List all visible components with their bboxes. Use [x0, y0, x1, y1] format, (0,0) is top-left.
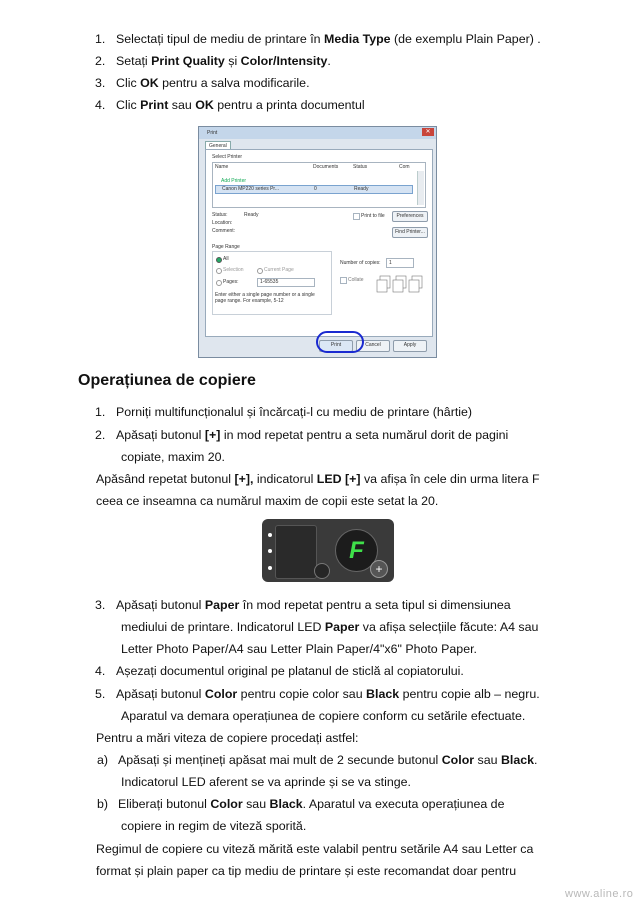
all-radio[interactable]: [216, 257, 222, 263]
step-number: 2.: [95, 428, 106, 442]
paragraph: format și plain paper ca tip mediu de printare și este recomandat doar pentru: [96, 864, 517, 878]
select-printer-label: Select Printer: [212, 154, 243, 160]
step-number: 5.: [95, 687, 106, 701]
paragraph: Pentru a mări viteza de copiere procedați astfel:: [96, 731, 359, 745]
indicator-dot: [268, 533, 272, 537]
led-panel: [262, 519, 394, 582]
step-number: 4.: [95, 98, 106, 112]
watermark: www.aline.ro: [565, 888, 634, 900]
pages-radio[interactable]: [216, 280, 222, 286]
print-dialog: [198, 126, 437, 358]
step-text: Apăsați butonul Color pentru copie color sau Black pentru copie alb – negru.: [116, 687, 540, 701]
paragraph: Apăsând repetat butonul [+], indicatorul LED [+] va afișa în cele din urma litera F: [96, 472, 540, 486]
collate-checkbox[interactable]: [340, 277, 347, 284]
step-text: Apăsați și mențineți apăsat mai mult de 2 secunde butonul Color sau Black.: [118, 753, 538, 767]
page-range-group: All Selection Current Page Pages: 1-65535 Enter either a single page number or a single page range. For example, 5-12: [212, 251, 332, 315]
step-number: 2.: [95, 54, 106, 68]
dialog-panel: Select Printer Name Documents Status Com Add Printer Canon MP220 series Pr... 0 Ready Status: Ready Location: Comment: Print to file Preferences Find Printer... Page Range All Selection Current Page Pages: 1-65535 Enter either a single page number or a single page range. For example, 5-12 Number of copies: 1 Collate: [205, 149, 433, 337]
selection-radio[interactable]: [216, 268, 222, 274]
dialog-titlebar: [199, 127, 436, 139]
step-number: a): [97, 753, 109, 767]
step-text: Setați Print Quality și Color/Intensity.: [116, 54, 331, 68]
step-number: b): [97, 797, 109, 811]
collate-pages-icon: [376, 274, 424, 298]
list-item[interactable]: Add Printer: [221, 178, 247, 184]
step-text: Eliberați butonul Color sau Black. Aparatul va executa operațiunea de: [118, 797, 505, 811]
preferences-button[interactable]: Preferences: [392, 211, 428, 222]
section-heading: Operațiunea de copiere: [78, 372, 256, 389]
step-number: 3.: [95, 76, 106, 90]
close-icon[interactable]: ✕: [422, 128, 434, 136]
step-text: Selectați tipul de mediu de printare în Media Type (de exemplu Plain Paper) .: [116, 32, 541, 46]
print-button[interactable]: Print: [319, 340, 353, 352]
step-text: Indicatorul LED aferent se va aprinde și se va stinge.: [121, 775, 411, 789]
indicator-dot: [268, 566, 272, 570]
step-text: Aparatul va demara operațiunea de copiere conform cu setările efectuate.: [121, 709, 526, 723]
paragraph: Regimul de copiere cu viteză mărită este valabil pentru setările A4 sau Letter ca: [96, 842, 534, 856]
led-display: F: [335, 529, 378, 572]
step-text: Apăsați butonul Paper în mod repetat pentru a seta tipul si dimensiunea: [116, 598, 511, 612]
step-number: 1.: [95, 32, 106, 46]
highlight-ring: [316, 331, 364, 353]
paragraph: ceea ce inseamna ca numărul maxim de copii este setat la 20.: [96, 494, 439, 508]
step-text: Așezați documentul original pe platanul de sticlă al copiatorului.: [116, 664, 464, 678]
scrollbar[interactable]: [417, 171, 424, 205]
print-to-file-checkbox[interactable]: [353, 213, 360, 220]
step-text: Porniți multifuncționalul și încărcați-l cu mediu de printare (hârtie): [116, 405, 473, 419]
tab-general[interactable]: General: [205, 141, 231, 150]
step-text: Letter Photo Paper/A4 sau Letter Plain Paper/4"x6" Photo Paper.: [121, 642, 477, 656]
find-printer-button[interactable]: Find Printer...: [392, 227, 428, 238]
plus-button[interactable]: +: [370, 560, 388, 578]
printer-list[interactable]: Name Documents Status Com Add Printer Canon MP220 series Pr... 0 Ready: [212, 162, 426, 208]
step-text: Clic OK pentru a salva modificarile.: [116, 76, 310, 90]
indicator-dot: [268, 549, 272, 553]
current-page-radio[interactable]: [257, 268, 263, 274]
dialog-title: Print: [207, 130, 218, 136]
step-number: 1.: [95, 405, 106, 419]
step-text: mediului de printare. Indicatorul LED Paper va afișa selecțiile făcute: A4 sau: [121, 620, 539, 634]
step-text: copiere in regim de viteză sporită.: [121, 819, 307, 833]
pages-input[interactable]: 1-65535: [257, 278, 315, 287]
led-window: [275, 525, 317, 579]
step-text: Clic Print sau OK pentru a printa documentul: [116, 98, 365, 112]
cancel-button[interactable]: Cancel: [356, 340, 390, 352]
step-number: 3.: [95, 598, 106, 612]
copies-input[interactable]: 1: [386, 258, 414, 268]
panel-button[interactable]: [314, 563, 330, 579]
step-text: copiate, maxim 20.: [121, 450, 225, 464]
step-number: 4.: [95, 664, 106, 678]
list-item[interactable]: Canon MP220 series Pr... 0 Ready: [215, 185, 413, 194]
apply-button[interactable]: Apply: [393, 340, 427, 352]
step-text: Apăsați butonul [+] in mod repetat pentru a seta numărul dorit de pagini: [116, 428, 509, 442]
